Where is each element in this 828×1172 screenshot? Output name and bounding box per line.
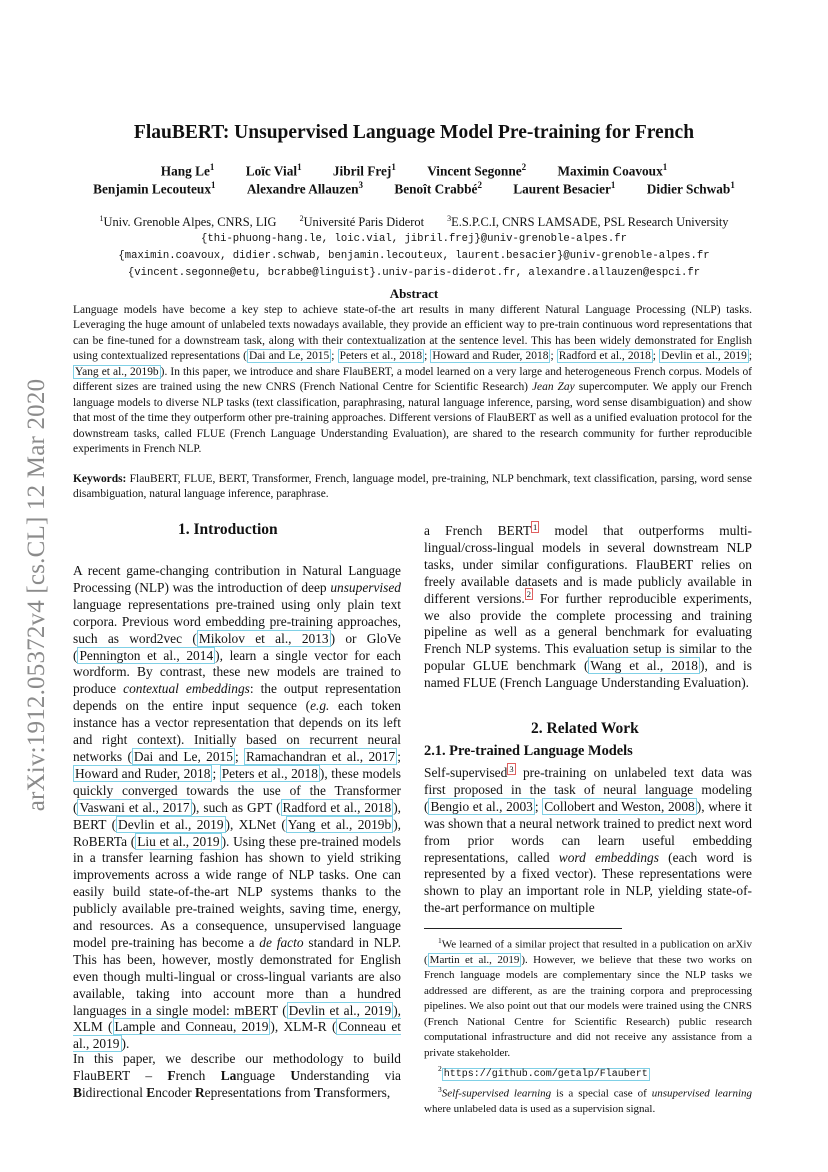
footnotes [424,933,752,1117]
section-heading-related-work: 2. Related Work [531,720,639,737]
affiliation: $^1$Univ. Grenoble Alpes, CNRS, LIG [99,214,277,230]
arxiv-stamp-text: arXiv:1912.05372v4 [cs.CL] 12 Mar 2020 [23,378,50,812]
citation-link[interactable]: Wang et al., 2018 [590,658,698,674]
footnote-marker[interactable]: 3 [509,763,514,774]
author: Vincent Segonne$^2$ [427,162,527,179]
citation-link[interactable]: Liu et al., 2019 [137,833,220,849]
email-line: {maximin.coavoux, didier.schwab, benjamin.lecouteux, laurent.besacier}@univ-grenoble-alpes.fr [118,250,710,262]
citation-link[interactable]: Dai and Le, 2015 [133,748,233,764]
related-paragraph: Self-supervised $^3$ pre-training on unlabeled text data was first proposed in the task of neural language modeling ( Bengio et al., 2003 ; Collobert and Weston, 2008 ), where it was shown that a neural network trained to predict next word from prior words can learn useful embedding representations, called word embeddings (each word is represented by a fixed vector). These representations were shown to play an important role in NLP, yielding state-of-the-art performance on multiple [424,763,752,916]
intro-paragraph-2: In this paper, we describe our methodology to build FlauBERT – French Language Understanding via Bidirectional Encoder Representations from Transformers, [73,1051,401,1100]
citation-link[interactable]: Devlin et al., 2019 [288,1002,392,1018]
author: Benjamin Lecouteux$^1$ [93,180,216,197]
citation-link[interactable]: Peters et al., 2018 [221,765,318,781]
citation-link[interactable]: Vaswani et al., 2017 [79,799,190,815]
citation-link[interactable]: Radford et al., 2018 [282,799,392,815]
authors-line-1 [60,162,768,179]
citation-link[interactable]: Yang et al., 2019b [75,365,159,378]
citation-link[interactable]: Howard and Ruder, 2018 [75,765,211,781]
abstract-heading: Abstract [389,286,439,301]
citation-link[interactable]: Pennington et al., 2014 [79,647,214,663]
author: Hang Le$^1$ [160,162,215,179]
keywords-label: Keywords: [73,473,127,485]
citation-link[interactable]: Collobert and Weston, 2008 [544,798,695,814]
affiliations [60,214,768,230]
email-line: {vincent.segonne@etu, bcrabbe@linguist}.univ-paris-diderot.fr, alexandre.allauzen@espci.fr [127,267,701,279]
footnote-rule [424,928,622,929]
footnote-2: $^2$https://github.com/getalp/Flaubert [438,1063,648,1080]
author: Loïc Vial$^1$ [245,162,302,179]
github-url-link[interactable]: https://github.com/getalp/Flaubert [443,1068,648,1080]
authors-line-2 [60,180,768,197]
section-heading-introduction: 1. Introduction [178,521,278,538]
author: Benoît Crabbé$^2$ [394,180,482,197]
citation-link[interactable]: Mikolov et al., 2013 [198,630,329,646]
citation-link[interactable]: Peters et al., 2018 [339,350,423,363]
author: Didier Schwab$^1$ [646,180,735,197]
citation-link[interactable]: Lample and Conneau, 2019 [114,1019,269,1035]
abstract-body: Language models have become a key step to achieve state-of-the art results in many different Natural Language Processing (NLP) tasks. Leveraging the huge amount of unlabeled texts nowadays available, they provide an efficient way to pre-train continuous word representations that can be fine-tuned for a downstream task, along with their contextualization at the sentence level. This has been widely demonstrated for English using contextualized representations ( Dai and Le, 2015 ; Peters et al., 2018 ; Howard and Ruder, 2018 ; Radford et al., 2018 ; Devlin et al., 2019 ; Yang et al., 2019b ). In this paper, we introduce and share FlauBERT, a model learned on a very large and heterogeneous French corpus. Models of different sizes are trained using the new CNRS (French National Centre for Scientific Research) Jean Zay supercomputer. We apply our French language models to diverse NLP tasks (text classification, paraphrasing, natural language inference, parsing, word sense disambiguation) and show that most of the time they outperform other pre-training approaches. Different versions of FlauBERT as well as a unified evaluation protocol for the downstream tasks, called FLUE (French Language Understanding Evaluation), are shared to the research community for further reproducible experiments in French NLP. [73,304,752,456]
footnote-3: $^3$Self-supervised learning is a special case of unsupervised learning where unlabeled data is used as a supervision signal. [424,1084,753,1116]
footnote-marker[interactable]: 2 [526,589,531,600]
footnote-1: $^1$We learned of a similar project that resulted in a publication on arXiv ( Martin et al., 2019 ). However, we believe that these two works on French language models are complementary since the NLP tasks we addressed are different, as are the training corpora and preprocessing pipelines. We also point out that our models were trained using the CNRS (French National Centre for Scientific Research) public research computational infrastructure and did not receive any assistance from a private stakeholder. [424,936,752,1059]
affiliation: $^3$E.S.P.C.I, CNRS LAMSADE, PSL Research University [447,214,729,230]
author: Laurent Besacier$^1$ [513,180,616,197]
author: Alexandre Allauzen$^3$ [246,180,363,197]
citation-link[interactable]: Yang et al., 2019b [287,816,392,832]
citation-link[interactable]: Ramachandran et al., 2017 [246,748,396,764]
author: Jibril Frej$^1$ [332,162,396,179]
arxiv-stamp [22,330,52,860]
citation-link[interactable]: Radford et al., 2018 [558,350,651,363]
email-line: {thi-phuong-hang.le, loic.vial, jibril.frej}@univ-grenoble-alpes.fr [201,233,627,245]
intro-paragraph-1: A recent game-changing contribution in Natural Language Processing (NLP) was the introduction of deep unsupervised language representations pre-trained using only plain text corpora. Previous word embedding pre-training approaches, such as word2vec ( Mikolov et al., 2013 ) or GloVe ( Pennington et al., 2014 ), learn a single vector for each wordform. By contrast, these new models are trained to produce contextual embeddings: the output representation depends on the entire input sequence (e.g. each token instance has a vector representation that depends on its left and right context). Initially based on recurrent neural networks ( Dai and Le, 2015 ; Ramachandran et al., 2017 ; Howard and Ruder, 2018 ; Peters et al., 2018 ), these models quickly converged towards the use of the Transformer ( Vaswani et al., 2017 ), such as GPT ( Radford et al., 2018 ), BERT ( Devlin et al., 2019 ), XLNet ( Yang et al., 2019b ), RoBERTa ( Liu et al., 2019 ). Using these pre-trained models in a transfer learning fashion has shown to yield striking improvements across a wide range of NLP tasks. One can easily build state-of-the-art NLP systems thanks to the publicly available pre-trained weights, saving time, energy, and resources. As a consequence, unsupervised language model pre-training has become a de facto standard in NLP. This has been, however, mostly demonstrated for English even though multi-lingual or cross-lingual variants are also available, taking into account more than a hundred languages in a single model: mBERT ( Devlin et al., 2019 ), XLM ( Lample and Conneau, 2019 ), XLM-R ( Conneau et al., 2019 ). [73,563,402,1052]
citation-link[interactable]: Dai and Le, 2015 [248,350,330,363]
subsection-heading-pretrained-models: 2.1. Pre-trained Language Models [424,743,633,759]
affiliation: $^2$Université Paris Diderot [299,214,425,230]
footnote-marker[interactable]: 1 [533,521,538,532]
citation-link[interactable]: Martin et al., 2019 [429,954,520,967]
citation-link[interactable]: Devlin et al., 2019 [661,350,747,363]
citation-link[interactable]: Conneau et al., 2019 [73,1019,401,1052]
citation-link[interactable]: Howard and Ruder, 2018 [432,350,549,363]
paper-title: FlauBERT: Unsupervised Language Model Pre-training for French [133,122,695,143]
keywords: Keywords: FlauBERT, FLUE, BERT, Transformer, French, language model, pre-training, NLP benchmark, text classification, parsing, word sense disambiguation, natural language inference, paraphrase. [73,473,752,501]
citation-link[interactable]: Bengio et al., 2003 [430,798,533,814]
intro-paragraph-continued: a French BERT $^1$ model that outperforms multi-lingual/cross-lingual models in several downstream NLP tasks, under similar configurations. FlauBERT relies on freely available datasets and is made publicly available in different versions. $^2$ For further reproducible experiments, we also provide the complete processing and training pipeline as well as a general benchmark for evaluating French NLP systems. This evaluation setup is similar to the popular GLUE benchmark ( Wang et al., 2018 ), and is named FLUE (French Language Understanding Evaluation). [424,521,753,691]
author: Maximin Coavoux$^1$ [557,162,668,179]
citation-link[interactable]: Devlin et al., 2019 [118,816,224,832]
